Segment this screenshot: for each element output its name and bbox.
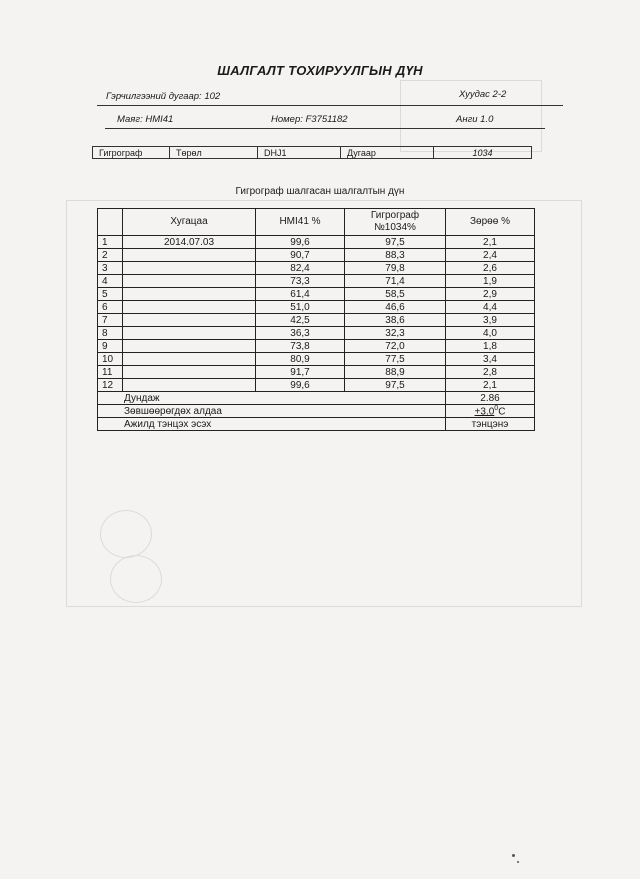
- tolerance-degree: 0: [494, 405, 499, 412]
- row-device-value: 97,5: [345, 236, 446, 249]
- col-device-label: Гигрограф: [370, 210, 420, 221]
- row-date: [123, 275, 256, 288]
- status-label: Ажилд тэнцэх эсэх: [98, 418, 446, 431]
- table-row: [98, 275, 535, 288]
- row-ref-value: 90,7: [256, 249, 345, 262]
- row-date: [123, 301, 256, 314]
- status-value: тэнцэнэ: [446, 418, 535, 431]
- row-device-value: 88,9: [345, 366, 446, 379]
- document-title: ШАЛГАЛТ ТОХИРУУЛГЫН ДҮН: [217, 63, 423, 78]
- page-number: Хуудас 2-2: [459, 89, 507, 100]
- row-index: 11: [98, 366, 123, 379]
- paper-speck: [517, 861, 519, 863]
- row-index: 12: [98, 379, 123, 392]
- row-device-value: 32,3: [345, 327, 446, 340]
- number-label: Дугаар: [341, 147, 434, 159]
- header-divider: [97, 105, 563, 106]
- row-date: 2014.07.03: [123, 236, 256, 249]
- instrument-number: 1034: [434, 147, 532, 159]
- row-date: [123, 340, 256, 353]
- results-table: [97, 208, 535, 431]
- row-ref-value: 36,3: [256, 327, 345, 340]
- table-row: [98, 314, 535, 327]
- col-diff-header: Зөрөө %: [446, 209, 535, 236]
- row-index: 2: [98, 249, 123, 262]
- row-date: [123, 327, 256, 340]
- row-index: 3: [98, 262, 123, 275]
- row-index: 7: [98, 314, 123, 327]
- row-device-value: 72,0: [345, 340, 446, 353]
- col-device-header: [345, 209, 446, 236]
- type-label: Төрөл: [170, 147, 258, 159]
- row-diff-value: 2,6: [446, 262, 535, 275]
- row-date: [123, 249, 256, 262]
- row-diff-value: 2,8: [446, 366, 535, 379]
- table-row: [98, 262, 535, 275]
- table-row: [98, 379, 535, 392]
- status-row: [98, 418, 535, 431]
- row-diff-value: 3,9: [446, 314, 535, 327]
- table-row: [98, 327, 535, 340]
- row-date: [123, 314, 256, 327]
- row-ref-value: 51,0: [256, 301, 345, 314]
- col-date-header: Хугацаа: [123, 209, 256, 236]
- model-label: Маяг: HMI41: [117, 114, 174, 125]
- row-ref-value: 91,7: [256, 366, 345, 379]
- table-header-row: [98, 209, 535, 236]
- instrument-info-row: [92, 146, 532, 159]
- row-ref-value: 99,6: [256, 379, 345, 392]
- row-date: [123, 353, 256, 366]
- row-device-value: 38,6: [345, 314, 446, 327]
- instrument-type: Гигрограф: [93, 147, 170, 159]
- average-row: [98, 392, 535, 405]
- row-date: [123, 379, 256, 392]
- header-divider-2: [105, 128, 545, 129]
- row-ref-value: 80,9: [256, 353, 345, 366]
- row-ref-value: 73,3: [256, 275, 345, 288]
- row-index: 8: [98, 327, 123, 340]
- table-row: [98, 249, 535, 262]
- row-diff-value: 4,0: [446, 327, 535, 340]
- row-diff-value: 1,8: [446, 340, 535, 353]
- paper-speck: [512, 854, 515, 857]
- tolerance-value: [446, 405, 535, 418]
- row-index: 1: [98, 236, 123, 249]
- row-index: 5: [98, 288, 123, 301]
- average-value: 2.86: [446, 392, 535, 405]
- tolerance-number: +3.0: [474, 406, 495, 418]
- row-device-value: 88,3: [345, 249, 446, 262]
- row-index: 10: [98, 353, 123, 366]
- row-device-value: 97,5: [345, 379, 446, 392]
- col-ref-header: HMI41 %: [256, 209, 345, 236]
- row-ref-value: 61,4: [256, 288, 345, 301]
- table-row: [98, 353, 535, 366]
- row-device-value: 79,8: [345, 262, 446, 275]
- row-diff-value: 2,1: [446, 236, 535, 249]
- row-device-value: 71,4: [345, 275, 446, 288]
- tolerance-row: [98, 405, 535, 418]
- tolerance-unit: C: [498, 406, 506, 418]
- row-ref-value: 99,6: [256, 236, 345, 249]
- certificate-number: Гэрчилгээний дугаар: 102: [106, 91, 221, 102]
- row-index: 6: [98, 301, 123, 314]
- table-row: [98, 301, 535, 314]
- average-label: Дундаж: [98, 392, 446, 405]
- table-row: [98, 288, 535, 301]
- row-device-value: 46,6: [345, 301, 446, 314]
- row-ref-value: 42,5: [256, 314, 345, 327]
- col-device-number: №1034%: [374, 222, 416, 233]
- tolerance-label: Зөвшөөрөгдөх алдаа: [98, 405, 446, 418]
- row-date: [123, 288, 256, 301]
- row-diff-value: 2,1: [446, 379, 535, 392]
- reverse-side-ghost-stamp: [100, 510, 152, 558]
- table-row: [98, 236, 535, 249]
- table-row: [98, 366, 535, 379]
- row-device-value: 58,5: [345, 288, 446, 301]
- row-ref-value: 73,8: [256, 340, 345, 353]
- row-device-value: 77,5: [345, 353, 446, 366]
- row-date: [123, 262, 256, 275]
- row-diff-value: 1,9: [446, 275, 535, 288]
- col-index-header: [98, 209, 123, 236]
- row-ref-value: 82,4: [256, 262, 345, 275]
- row-diff-value: 3,4: [446, 353, 535, 366]
- row-index: 4: [98, 275, 123, 288]
- instrument-model: DHJ1: [258, 147, 341, 159]
- table-caption: Гигрограф шалгасан шалгалтын дүн: [235, 186, 405, 197]
- row-index: 9: [98, 340, 123, 353]
- reverse-side-ghost-stamp: [110, 555, 162, 603]
- row-diff-value: 2,9: [446, 288, 535, 301]
- row-diff-value: 2,4: [446, 249, 535, 262]
- row-date: [123, 366, 256, 379]
- row-diff-value: 4,4: [446, 301, 535, 314]
- serial-number: Номер: F3751182: [271, 114, 348, 125]
- table-row: [98, 340, 535, 353]
- accuracy-class: Анги 1.0: [456, 114, 494, 125]
